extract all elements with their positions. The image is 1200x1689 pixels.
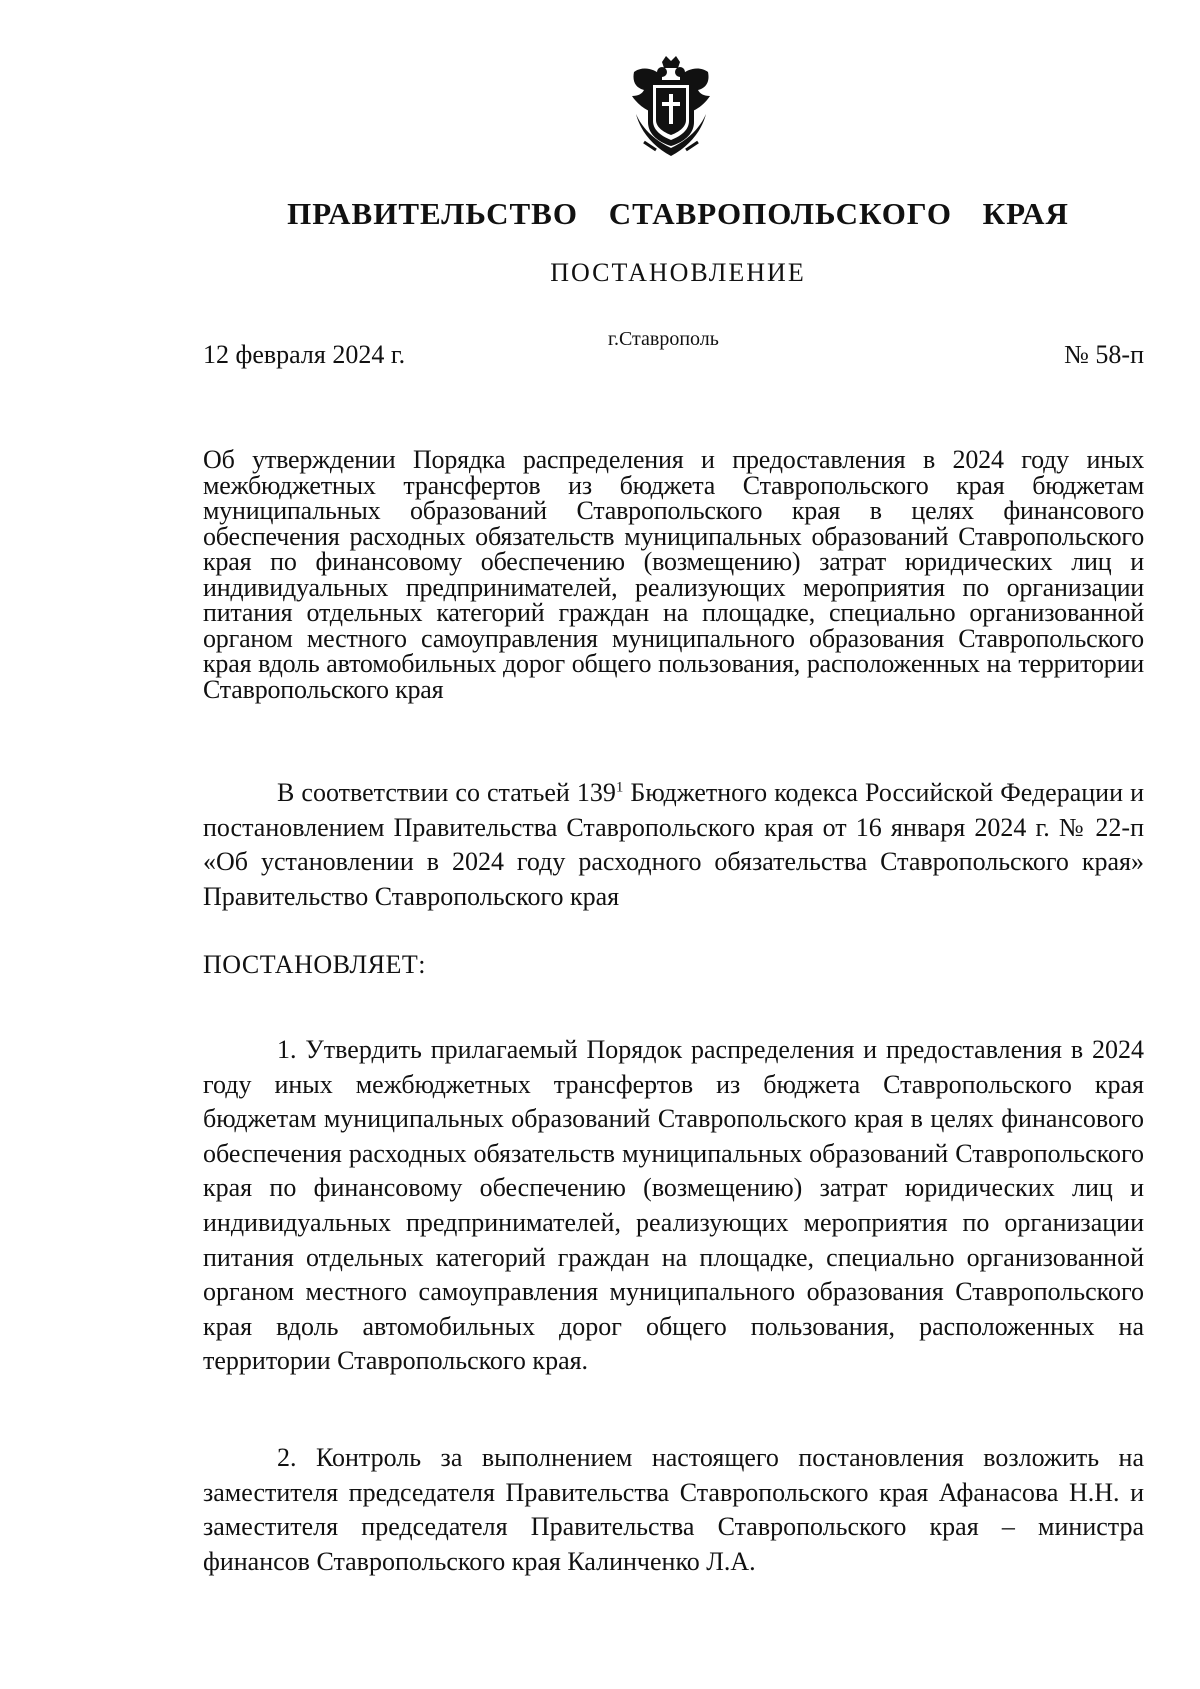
resolution-item-2: 2. Контроль за выполнением настоящего постановления возложить на заместителя председателя Правительства Ставропольского края Афанасова Н.Н. и заместителя председателя Правительства Ставропольского края – министра финансов Ставропольского края Калинченко Л.А. — [203, 1443, 1144, 1576]
document-city: г.Ставрополь — [608, 328, 719, 350]
document-type: ПОСТАНОВЛЕНИЕ — [550, 258, 806, 287]
document-date: 12 февраля 2024 г. — [203, 340, 406, 369]
stavropol-coat-of-arms-icon — [628, 56, 714, 158]
government-title: ПРАВИТЕЛЬСТВО СТАВРОПОЛЬСКОГО КРАЯ — [287, 196, 1069, 231]
legal-basis-text-start: В соответствии со статьей 139 — [277, 778, 616, 807]
legal-basis-paragraph — [203, 776, 1144, 914]
document-subject: Об утверждении Порядка распределения и предоставления в 2024 году иных межбюджетных трансфертов из бюджета Ставропольского края бюджетам муниципальных образований Ставропольского края в целях финансового обеспечения расходных обязательств муниципальных образований Ставропольского края по финансовому обеспечению (возмещению) затрат юридических лиц и индивидуальных предпринимателей, реализующих мероприятия по организации питания отдельных категорий граждан на площадке, специально организованной органом местного самоуправления муниципального образования Ставропольского края вдоль автомобильных дорог общего пользования, расположенных на территории Ставропольского края — [203, 445, 1144, 704]
article-superscript: 1 — [615, 779, 624, 796]
document-number: № 58-п — [1064, 340, 1144, 369]
legal-basis-text-end: Бюджетного кодекса Российской Федерации и постановлением Правительства Ставропольского края от 16 января 2024 г. № 22-п «Об установлении в 2024 году расходного обязательства Ставропольского края» Правительство Ставропольского края — [203, 778, 1144, 911]
decree-heading: ПОСТАНОВЛЯЕТ: — [203, 950, 426, 979]
resolution-item-1: 1. Утвердить прилагаемый Порядок распределения и предоставления в 2024 году иных межбюджетных трансфертов из бюджета Ставропольского края бюджетам муниципальных образований Ставропольского края в целях финансового обеспечения расходных обязательств муниципальных образований Ставропольского края по финансовому обеспечению (возмещению) затрат юридических лиц и индивидуальных предпринимателей, реализующих мероприятия по организации питания отдельных категорий граждан на площадке, специально организованной органом местного самоуправления муниципального образования Ставропольского края вдоль автомобильных дорог общего пользования, расположенных на территории Ставропольского края. — [203, 1035, 1144, 1376]
